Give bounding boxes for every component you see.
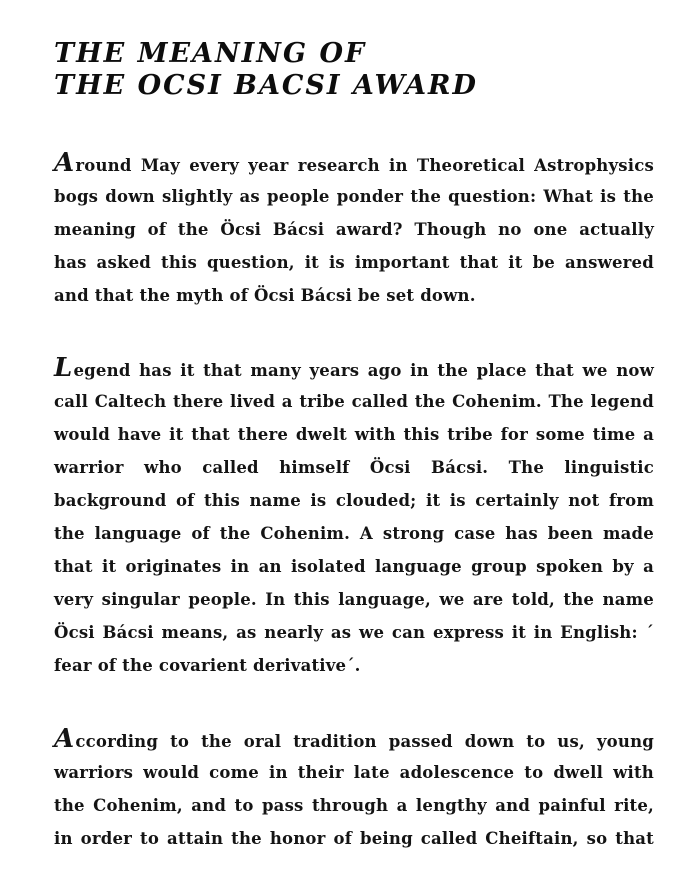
text-line — [54, 352, 654, 385]
drop-cap: A — [54, 148, 75, 178]
title-line-2: THE OCSI BACSI AWARD — [54, 70, 478, 101]
text-line: warriors would come in their late adolescence to dwell with — [54, 763, 654, 782]
line-text: egend has it that many years ago in the place that we now — [73, 361, 654, 380]
line-text: ccording to the oral tradition passed down to us, young — [75, 732, 654, 751]
text-line: would have it that there dwelt with this tribe for some time a — [54, 425, 654, 444]
text-line: meaning of the Öcsi Bácsi award? Though no one actually — [54, 220, 654, 239]
text-line: background of this name is clouded; it is certainly not from — [54, 491, 654, 510]
text-line: in order to attain the honor of being called Cheiftain, so that — [54, 829, 654, 848]
text-line: very singular people. In this language, we are told, the name — [54, 590, 654, 609]
drop-cap: L — [54, 353, 73, 383]
line-text: round May every year research in Theoretical Astrophysics — [75, 156, 654, 175]
text-line: Öcsi Bácsi means, as nearly as we can express it in English: ´ — [54, 623, 654, 642]
text-line: warrior who called himself Öcsi Bácsi. The linguistic — [54, 458, 654, 477]
text-line: the Cohenim, and to pass through a lengthy and painful rite, — [54, 796, 654, 815]
paragraph-3 — [54, 723, 654, 855]
text-line: bogs down slightly as people ponder the question: What is the — [54, 187, 654, 206]
title-line-1: THE MEANING OF — [54, 38, 367, 69]
paragraph-2 — [54, 352, 654, 682]
text-line: that it originates in an isolated language group spoken by a — [54, 557, 654, 576]
text-line: fear of the covarient derivative´. — [54, 656, 361, 675]
text-line — [54, 723, 654, 756]
text-line: the language of the Cohenim. A strong case has been made — [54, 524, 654, 543]
text-line: has asked this question, it is important that it be answered — [54, 253, 654, 272]
page-title — [54, 38, 478, 102]
paragraph-1 — [54, 147, 654, 312]
drop-cap: A — [54, 724, 75, 754]
text-line: call Caltech there lived a tribe called the Cohenim. The legend — [54, 392, 654, 411]
text-line — [54, 147, 654, 180]
text-line: and that the myth of Öcsi Bácsi be set down. — [54, 286, 476, 305]
